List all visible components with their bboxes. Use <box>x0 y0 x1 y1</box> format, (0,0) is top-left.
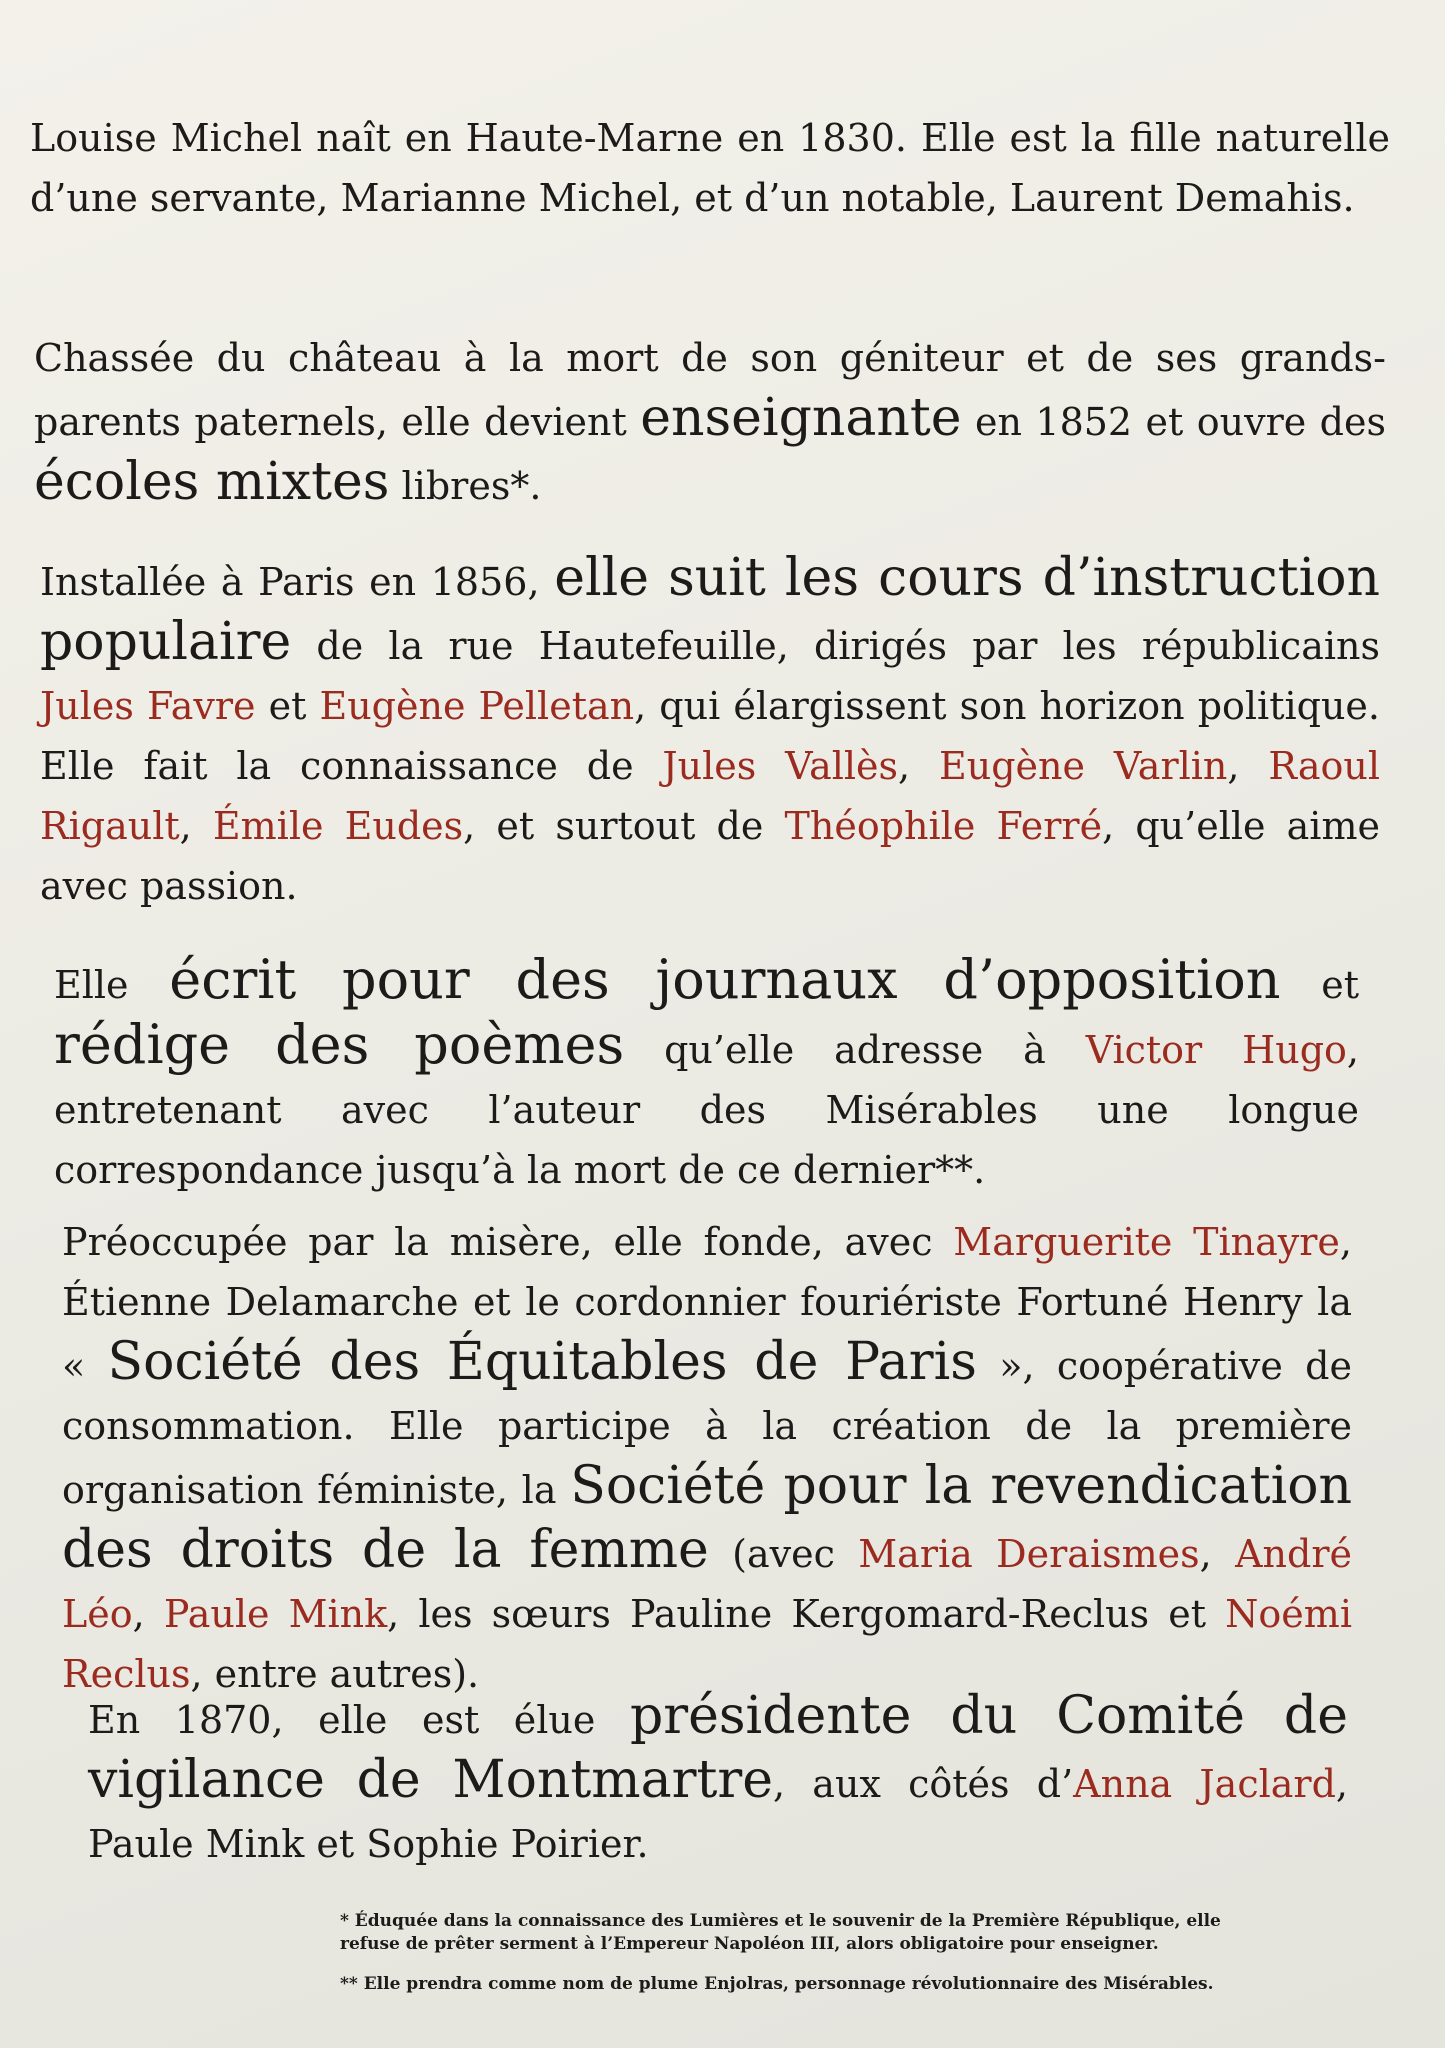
text: , aux côtés d’ <box>773 1762 1074 1806</box>
text: libres*. <box>389 464 542 508</box>
paragraph-teaching <box>34 328 1386 516</box>
highlight-text: enseignante <box>640 388 962 448</box>
text: Elle <box>54 963 170 1007</box>
text: , <box>898 744 939 788</box>
text: , les sœurs Pauline Kergomard-Reclus et <box>387 1592 1226 1636</box>
footnote-2: ** Elle prendra comme nom de plume Enjolras, personnage révolutionnaire des Misérables. <box>340 1974 1214 1994</box>
text: En 1870, elle est élue <box>88 1698 630 1742</box>
text: », coopérative de consommation. Elle participe à la création de la première organisation féministe, la <box>62 1344 1352 1512</box>
person-name: Eugène Pelletan <box>319 684 635 728</box>
text: , <box>132 1592 164 1636</box>
person-name: Théophile Ferré <box>784 804 1103 848</box>
person-name: André Léo <box>62 1532 1352 1636</box>
paragraph-birth <box>30 108 1390 228</box>
text: Préoccupée par la misère, elle fonde, avec <box>62 1220 954 1264</box>
highlight-text: présidente du Comité de vigilance de Montmartre <box>88 1686 1348 1810</box>
paragraph-societies <box>62 1212 1352 1704</box>
person-name: Émile Eudes <box>212 804 464 848</box>
person-name: Marguerite Tinayre <box>953 1220 1340 1264</box>
paragraph-paris <box>40 548 1380 916</box>
highlight-text: Société des Équitables de Paris <box>107 1332 977 1392</box>
text: , entre autres). <box>190 1652 480 1696</box>
text: qu’elle adresse à <box>624 1028 1086 1072</box>
highlight-text: écrit pour des journaux d’opposition <box>169 948 1281 1011</box>
text: , <box>179 804 213 848</box>
text: de la rue Hautefeuille, dirigés par les républicains <box>291 624 1380 668</box>
text: , entretenant avec l’auteur des Misérables une longue correspondance jusqu’à la mort de ce dernier**. <box>54 1028 1360 1192</box>
text: et <box>255 684 320 728</box>
highlight-text: rédige des poèmes <box>54 1013 625 1076</box>
footnote-1: * Éduquée dans la connaissance des Lumières et le souvenir de la Première République, elle refuse de prêter serment à l’Empereur Napoléon III, alors obligatoire pour enseigner. <box>340 1911 1221 1954</box>
text: , <box>1199 1532 1236 1576</box>
person-name: Eugène Varlin <box>939 744 1228 788</box>
paragraph-writing <box>54 950 1359 1200</box>
person-name: Noémi Reclus <box>62 1592 1352 1696</box>
person-name: Jules Vallès <box>662 744 899 788</box>
highlight-text: écoles mixtes <box>34 452 390 512</box>
person-name: Raoul Rigault <box>40 744 1381 848</box>
text: , qu’elle aime avec passion. <box>40 804 1380 908</box>
text: , <box>1227 744 1269 788</box>
text: , Paule Mink et Sophie Poirier. <box>88 1762 1348 1866</box>
text: , qui élargissent son horizon politique. Elle fait la connaissance de <box>40 684 1380 788</box>
person-name: Anna Jaclard <box>1073 1762 1336 1806</box>
highlight-text: elle suit les cours d’instruction populaire <box>40 548 1380 672</box>
footnotes <box>340 1910 1240 2013</box>
text: Louise Michel naît en Haute-Marne en 1830. Elle est la fille naturelle d’une servante, Marianne Michel, et d’un notable, Laurent Demahis. <box>30 116 1390 220</box>
text: et <box>1280 963 1359 1007</box>
text: (avec <box>708 1532 859 1576</box>
person-name: Victor Hugo <box>1085 1028 1347 1072</box>
person-name: Paule Mink <box>163 1592 388 1636</box>
paragraph-montmartre <box>88 1686 1348 1874</box>
highlight-text: Société pour la revendication des droits de la femme <box>62 1456 1352 1580</box>
text: , Étienne Delamarche et le cordonnier fouriériste Fortuné Henry la « <box>62 1220 1353 1388</box>
text: Chassée du château à la mort de son géniteur et de ses grands-parents paternels, elle devient <box>34 336 1386 444</box>
person-name: Maria Deraismes <box>858 1532 1200 1576</box>
text: , et surtout de <box>463 804 785 848</box>
text: Installée à Paris en 1856, <box>40 560 555 604</box>
text: en 1852 et ouvre des <box>961 400 1386 444</box>
person-name: Jules Favre <box>40 684 256 728</box>
